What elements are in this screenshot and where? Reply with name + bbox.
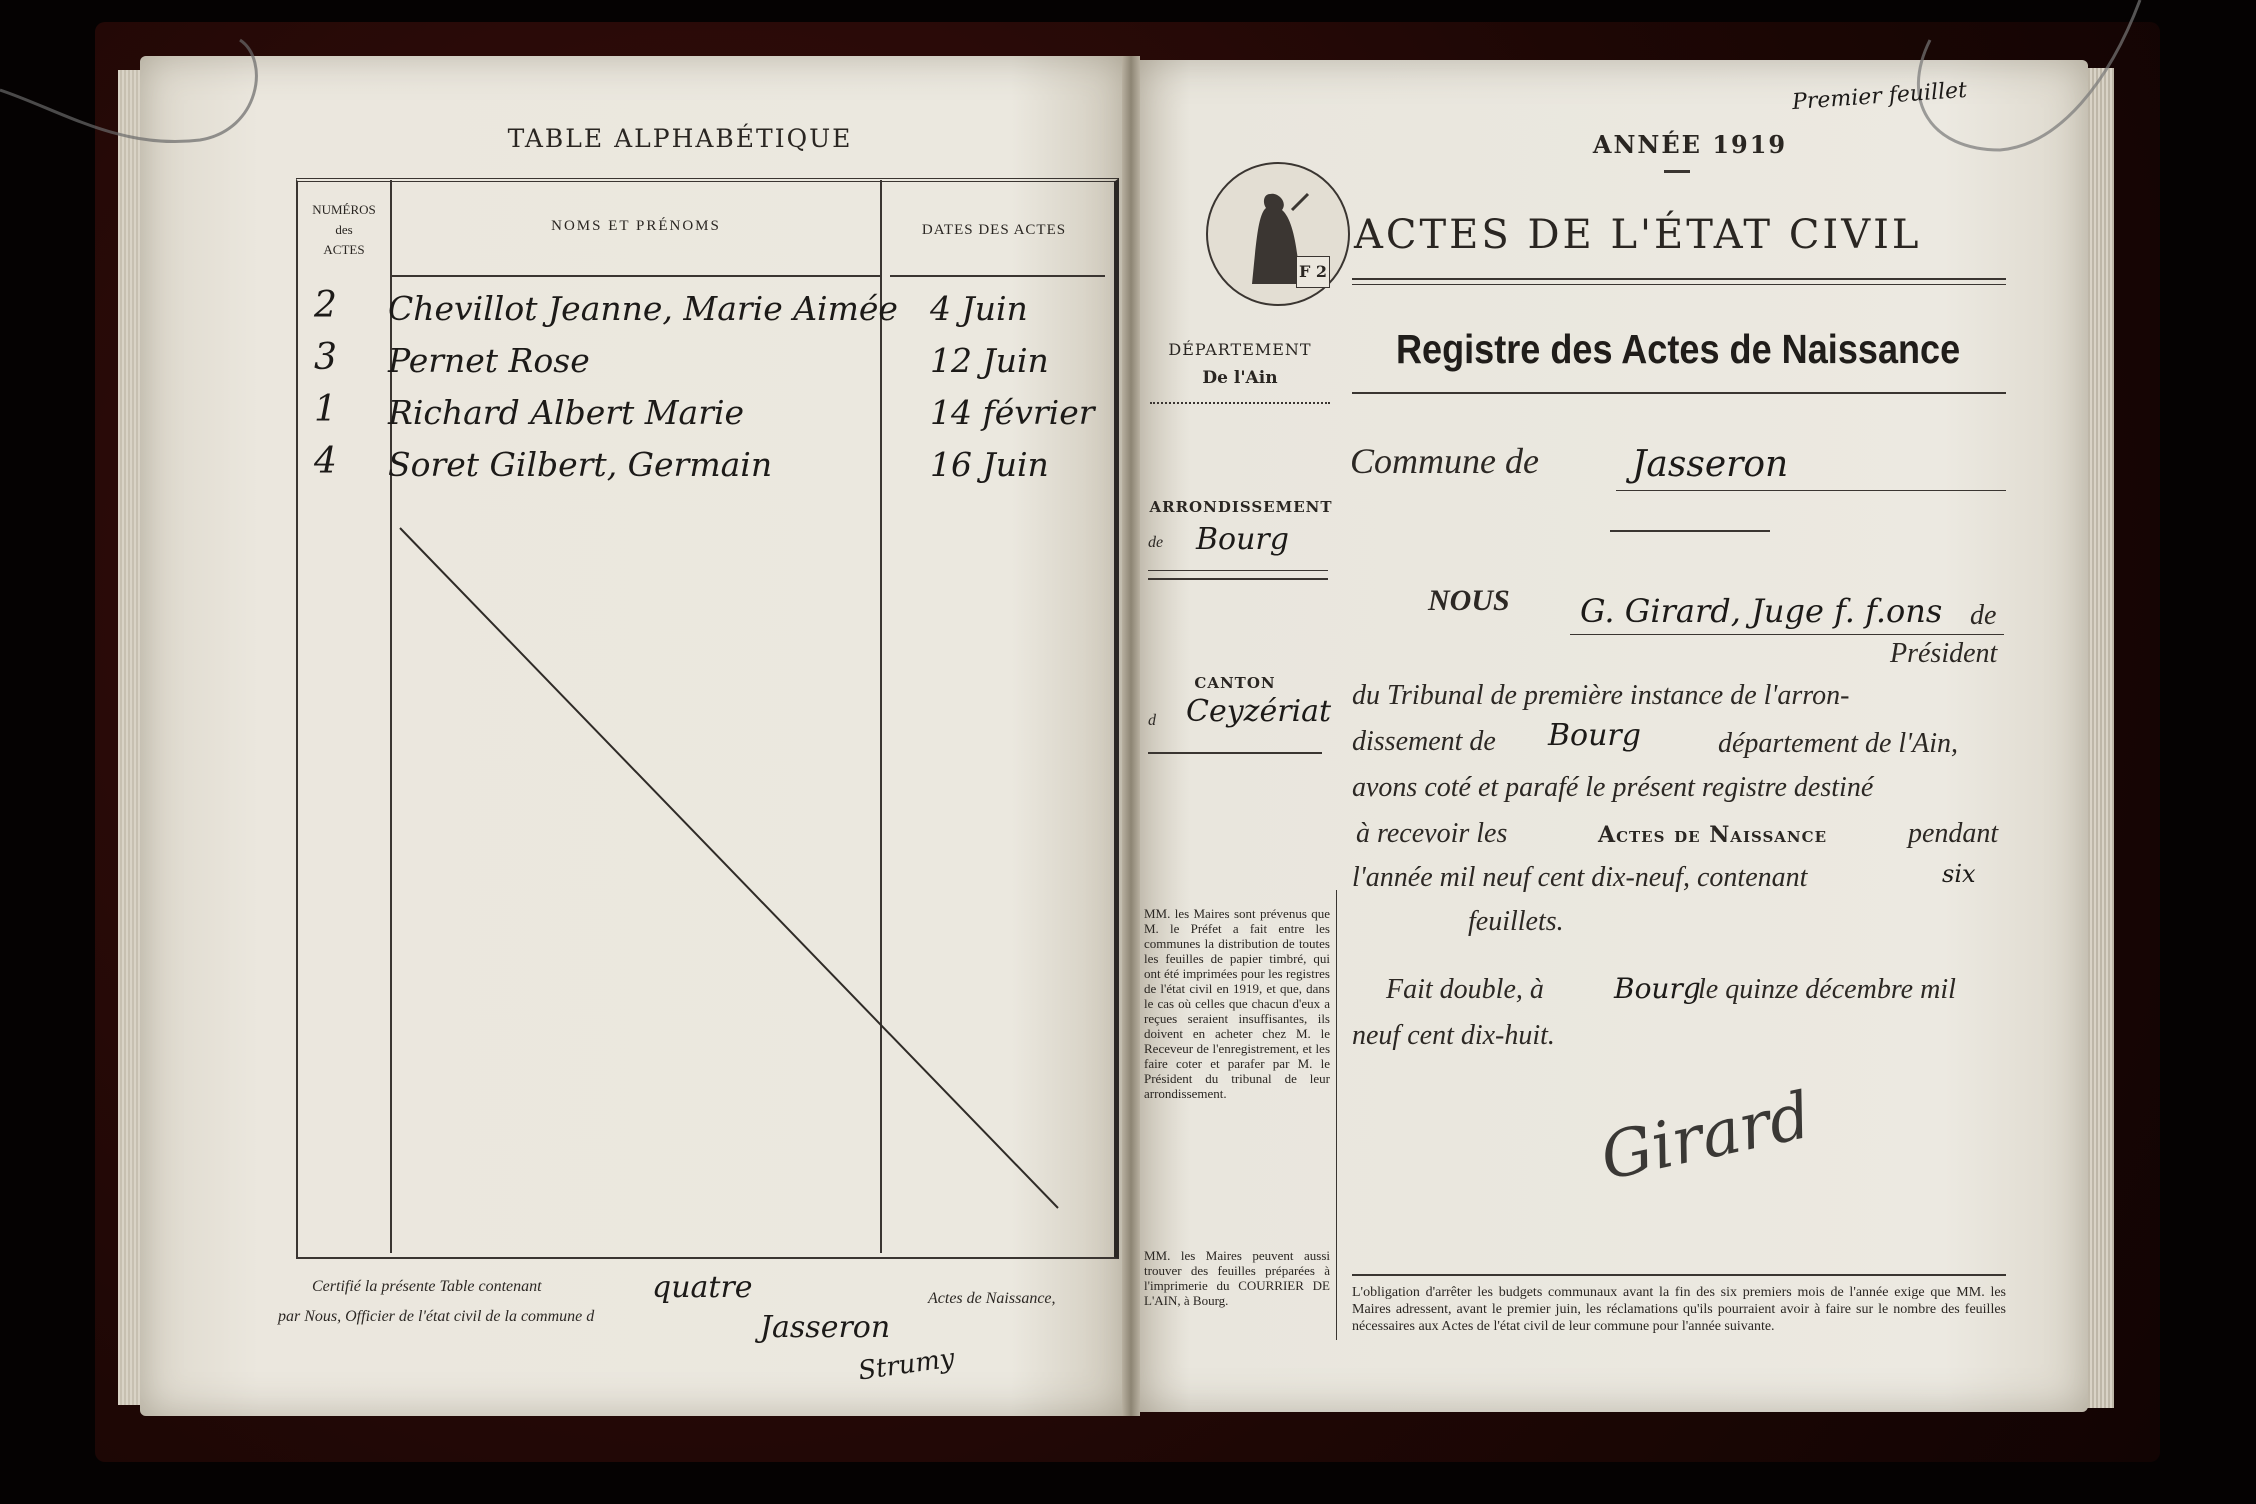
commune-label: Commune de	[1350, 441, 1539, 481]
footer-count: quatre	[652, 1270, 753, 1305]
footer-officier: par Nous, Officier de l'état civil de la commune d	[278, 1308, 595, 1325]
note-maires-1: MM. les Maires sont prévenus que M. le Préfet a fait entre les communes la distribution de toutes les feuilles de papier timbré, qui ont été imprimées pour les registres de l'état civil en 1919, et que, dans le cas où celles que chacun d'eux a reçues seraient insuffisantes, ils doivent en acheter chez M. le Receveur de l'enregistrement, et les faire coter et parafer par M. le Président du tribunal de leur arrondissement.	[1144, 906, 1330, 1101]
registre-title: Registre des Actes de Naissance	[1396, 326, 1961, 372]
nous-rule	[1570, 634, 2004, 635]
col-header-names: NOMS ET PRÉNOMS	[551, 218, 721, 234]
year-heading: ANNÉE 1919	[1592, 130, 1788, 159]
table-row	[300, 337, 1100, 389]
canton-label: CANTON	[1194, 674, 1276, 692]
nous-label: NOUS	[1428, 584, 1510, 617]
footer-certifie: Certifié la présente Table contenant	[312, 1278, 542, 1295]
entry-date: 16 Juin	[930, 445, 1049, 484]
commune-value: Jasseron	[1632, 444, 1789, 485]
body-line-1: du Tribunal de première instance de l'arron-	[1352, 680, 1850, 711]
table-row	[300, 389, 1100, 441]
entry-name: Richard Albert Marie	[388, 393, 745, 432]
footer-actes: Actes de Naissance,	[928, 1290, 1056, 1307]
arrondissement-rule	[1148, 570, 1328, 571]
fait-line-c: neuf cent dix-huit.	[1352, 1020, 1555, 1051]
footer-commune: Jasseron	[760, 1310, 891, 1345]
president-label: Président	[1890, 638, 1998, 669]
canton-rule	[1148, 752, 1322, 754]
fait-line-a: Fait double, à	[1386, 974, 1544, 1005]
table-row	[300, 285, 1100, 337]
arrondissement-rule-2	[1148, 578, 1328, 580]
departement-rule	[1150, 402, 1330, 404]
fait-value: Bourg	[1614, 972, 1701, 1005]
fait-line-b: le quinze décembre mil	[1698, 974, 1956, 1005]
margin-rule	[1336, 890, 1337, 1340]
commune-rule	[1616, 490, 2006, 491]
bottom-note: L'obligation d'arrêter les budgets communaux avant la fin des six premiers mois de l'année exige que MM. les Maires adressent, avant le premier juin, les réclamations qu'ils pourraient avoir à faire sur le nombre des feuilles nécessaires aux Actes de l'état civil de leur commune pour l'année suivante.	[1352, 1285, 2006, 1334]
arrondissement-value: Bourg	[1196, 522, 1289, 557]
title-rule-bottom	[1352, 284, 2006, 285]
entry-date: 4 Juin	[930, 289, 1028, 328]
body-line-2a: dissement de	[1352, 726, 1496, 757]
seal-stamp-value: F 2	[1296, 256, 1330, 288]
canton-prefix: d	[1148, 712, 1156, 729]
arrondissement-label: ARRONDISSEMENT	[1149, 498, 1333, 516]
body-line-2-value: Bourg	[1548, 718, 1641, 753]
body-line-5-value: six	[1942, 860, 1976, 888]
cancel-line	[390, 520, 1070, 1220]
arrondissement-prefix: de	[1148, 534, 1164, 551]
commune-ornament	[1610, 530, 1770, 532]
table-header-rule-dates	[890, 275, 1105, 277]
col-header-numbers: NUMÉROS des ACTES	[312, 202, 376, 257]
entry-date: 12 Juin	[930, 341, 1049, 380]
table-title: TABLE ALPHABÉTIQUE	[507, 124, 853, 153]
body-line-2b: département de l'Ain,	[1718, 728, 1959, 759]
table-row	[300, 441, 1100, 493]
note-maires-2: MM. les Maires peuvent aussi trouver des feuilles préparées à l'imprimerie du COURRIER DE L'AIN, à Bourg.	[1144, 1248, 1330, 1308]
entry-number: 1	[314, 389, 337, 430]
body-line-4b: pendant	[1908, 818, 1999, 849]
departement-value: De l'Ain	[1202, 368, 1278, 388]
entry-number: 4	[314, 441, 337, 482]
nous-value: G. Girard, Juge f. f.ons	[1580, 592, 1943, 630]
entry-name: Soret Gilbert, Germain	[388, 445, 773, 484]
entry-name: Chevillot Jeanne, Marie Aimée	[388, 289, 898, 328]
registre-rule	[1352, 392, 2006, 394]
entry-date: 14 février	[930, 393, 1095, 432]
body-line-6: feuillets.	[1468, 906, 1564, 937]
republic-seal	[1206, 162, 1350, 306]
actes-title: ACTES DE L'ÉTAT CIVIL	[1354, 212, 1922, 258]
canton-value: Ceyzériat	[1186, 694, 1332, 729]
president-signature: Girard	[1594, 1078, 1818, 1196]
table-header-rule	[390, 275, 880, 277]
nous-de: de	[1970, 600, 1997, 631]
title-rule-top	[1352, 278, 2006, 280]
col-header-dates: DATES DES ACTES	[921, 222, 1067, 238]
table-body	[300, 285, 1100, 493]
entry-name: Pernet Rose	[388, 341, 590, 380]
body-line-4-caps: Actes de Naissance	[1598, 822, 1828, 848]
entry-number: 3	[314, 337, 337, 378]
body-line-4a: à recevoir les	[1356, 818, 1508, 849]
corner-note: Premier feuillet	[1791, 77, 1968, 116]
entry-number: 2	[314, 285, 337, 326]
body-line-3: avons coté et parafé le présent registre destiné	[1352, 772, 1874, 803]
footer-signature: Strumy	[856, 1343, 957, 1387]
bottom-note-rule	[1352, 1274, 2006, 1276]
year-ornament	[1664, 170, 1690, 173]
departement-label: DÉPARTEMENT	[1168, 340, 1312, 359]
body-line-5: l'année mil neuf cent dix-neuf, contenant	[1352, 862, 1808, 893]
